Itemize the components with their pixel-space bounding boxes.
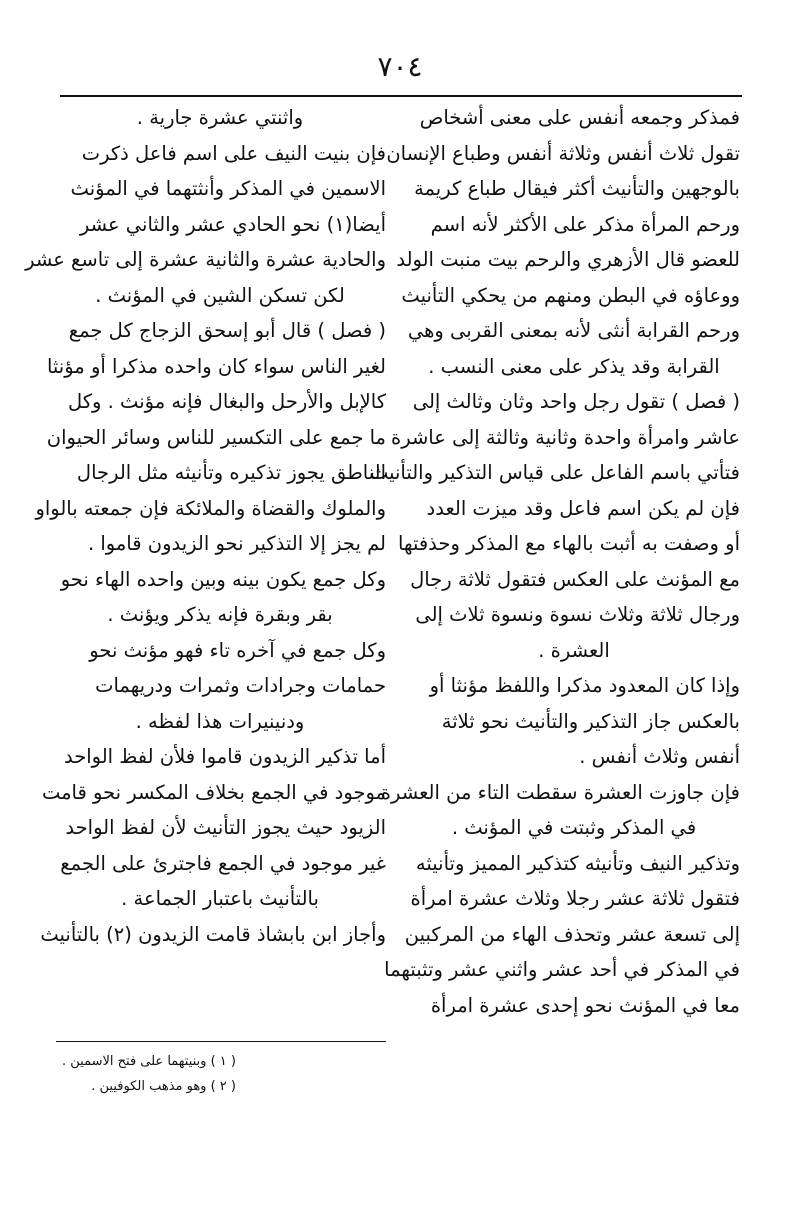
text-line: تقول ثلاث أنفس وثلاثة أنفس وطباع الإنسان xyxy=(386,141,740,165)
text-line: للعضو قال الأزهري والرحم بيت منبت الولد xyxy=(396,248,740,271)
text-line: واثنتي عشرة جارية . xyxy=(136,106,304,129)
text-line: الاسمين في المذكر وأنثتهما في المؤنث xyxy=(70,177,386,200)
text-line: غير موجود في الجمع فاجترئ على الجمع xyxy=(60,851,386,875)
text-line: الناطق يجوز تذكيره وتأنيثه مثل الرجال xyxy=(76,461,386,484)
text-line: لغير الناس سواء كان واحده مذكرا أو مؤنثا xyxy=(46,354,386,378)
text-line: إلى تسعة عشر وتحذف الهاء من المركبين xyxy=(404,922,740,946)
text-line: والحادية عشرة والثانية عشرة إلى تاسع عشر xyxy=(25,248,386,271)
text-line: وإذا كان المعدود مذكرا واللفظ مؤنثا أو xyxy=(429,674,740,697)
text-line: وكل جمع يكون بينه وبين واحده الهاء نحو xyxy=(60,567,386,591)
text-line: ( فصل ) تقول رجل واحد وثان وثالث إلى xyxy=(412,390,740,413)
header-rule xyxy=(60,95,742,97)
text-line: لم يجز إلا التذكير نحو الزيدون قاموا . xyxy=(87,532,386,555)
text-line: موجود في الجمع بخلاف المكسر نحو قامت xyxy=(41,780,386,804)
text-line: بالوجهين والتأنيث أكثر فيقال طباع كريمة xyxy=(414,177,740,200)
text-line: فتقول ثلاثة عشر رجلا وثلاث عشرة امرأة xyxy=(410,887,740,910)
footnote: ( ٢ ) وهو مذهب الكوفيين . xyxy=(91,1079,236,1094)
text-line: أو وصفت به أثبت بالهاء مع المذكر وحذفتها xyxy=(398,532,740,555)
text-line: بقر وبقرة فإنه يذكر ويؤنث . xyxy=(107,603,333,626)
text-line: فإن جاوزت العشرة سقطت التاء من العشرة xyxy=(380,780,740,804)
text-line: بالتأنيث باعتبار الجماعة . xyxy=(121,887,319,910)
footnote: ( ١ ) وبنيتهما على فتح الاسمين . xyxy=(61,1054,236,1069)
text-line: القرابة وقد يذكر على معنى النسب . xyxy=(428,354,720,378)
right-text-column xyxy=(369,100,740,1023)
text-line: لكن تسكن الشين في المؤنث . xyxy=(95,283,345,307)
text-line: ورجال ثلاثة وثلاث نسوة ونسوة ثلاث إلى xyxy=(415,603,740,626)
left-text-column xyxy=(25,100,386,952)
text-line: وأجاز ابن بابشاذ قامت الزيدون (٢) بالتأنيث xyxy=(40,922,386,946)
text-line: ما جمع على التكسير للناس وسائر الحيوان xyxy=(46,425,386,449)
text-line: ودنينيرات هذا لفظه . xyxy=(135,709,305,733)
text-line: ورحم المرأة مذكر على الأكثر لأنه اسم xyxy=(430,212,740,236)
page-number: ٧٠٤ xyxy=(377,50,423,83)
text-line: في المذكر في أحد عشر واثني عشر وتثبتهما xyxy=(384,958,740,981)
text-line: فمذكر وجمعه أنفس على معنى أشخاص xyxy=(419,106,740,129)
text-line: وتذكير النيف وتأنيثه كتذكير المميز وتأنيثه xyxy=(415,851,740,875)
text-line: أيضا(١) نحو الحادي عشر والثاني عشر xyxy=(79,212,386,236)
footnote-rule xyxy=(56,1041,386,1042)
text-line: والملوك والقضاة والملائكة فإن جمعته بالواو xyxy=(35,496,386,520)
text-line: ووعاؤه في البطن ومنهم من يحكي التأنيث xyxy=(401,283,740,307)
text-line: كالإبل والأرحل والبغال فإنه مؤنث . وكل xyxy=(67,390,386,413)
text-line: أنفس وثلاث أنفس . xyxy=(579,745,740,768)
text-line: في المذكر وثبتت في المؤنث . xyxy=(451,816,697,839)
text-line: الزيود حيث يجوز التأنيث لأن لفظ الواحد xyxy=(65,816,386,839)
text-line: بالعكس جاز التذكير والتأنيث نحو ثلاثة xyxy=(441,709,740,733)
text-line: وكل جمع في آخره تاء فهو مؤنث نحو xyxy=(89,638,386,662)
text-line: أما تذكير الزيدون قاموا فلأن لفظ الواحد xyxy=(63,745,386,768)
text-line: فتأتي باسم الفاعل على قياس التذكير والتأنيث xyxy=(369,461,740,484)
text-line: معا في المؤنث نحو إحدى عشرة امرأة xyxy=(430,993,740,1017)
text-line: ورحم القرابة أنثى لأنه بمعنى القربى وهي xyxy=(407,319,740,342)
text-line: ( فصل ) قال أبو إسحق الزجاج كل جمع xyxy=(68,319,386,342)
text-line: فإن بنيت النيف على اسم فاعل ذكرت xyxy=(81,141,386,165)
text-line: عاشر وامرأة واحدة وثانية وثالثة إلى عاشرة xyxy=(390,425,740,449)
footnotes xyxy=(54,1049,386,1099)
text-line: مع المؤنث على العكس فتقول ثلاثة رجال xyxy=(410,567,740,591)
text-line: العشرة . xyxy=(538,638,610,662)
text-line: فإن لم يكن اسم فاعل وقد ميزت العدد xyxy=(426,496,740,520)
text-line: حمامات وجرادات وثمرات ودريهمات xyxy=(95,674,386,697)
